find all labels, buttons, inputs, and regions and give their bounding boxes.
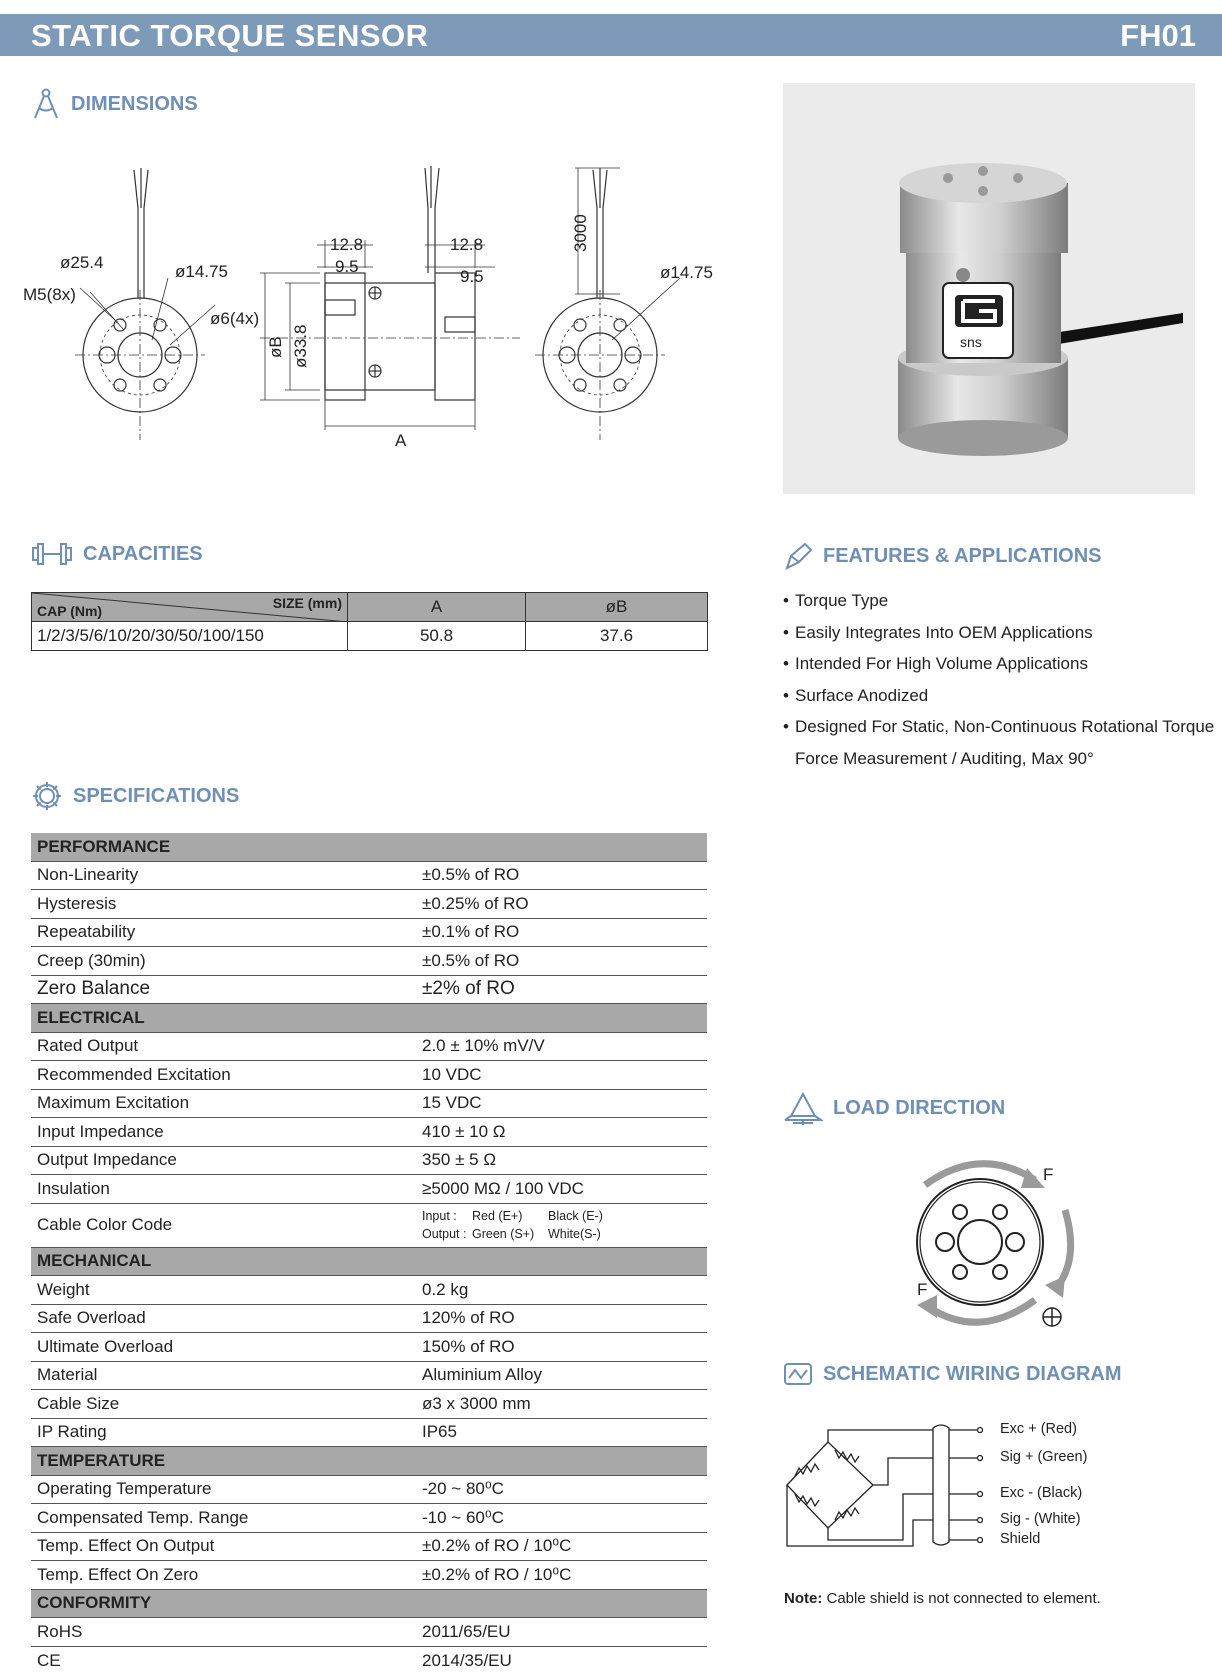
table-row: IP Rating IP65 <box>31 1419 707 1448</box>
spec-group-electrical: ELECTRICAL <box>31 1004 707 1033</box>
table-row: Material Aluminium Alloy <box>31 1362 707 1391</box>
cap-size-header <box>32 593 348 622</box>
features-heading <box>783 542 1102 570</box>
table-row: Temp. Effect On Zero ±0.2% of RO / 10⁰C <box>31 1561 707 1590</box>
col-b-header: øB <box>526 593 708 622</box>
dimensions-title: DIMENSIONS <box>71 92 198 115</box>
gear-icon <box>31 780 63 812</box>
dim-95-a: 9.5 <box>335 257 359 276</box>
list-item: • Surface Anodized <box>783 685 929 705</box>
dim-95-b: 9.5 <box>460 267 484 286</box>
col-a-header: A <box>348 593 526 622</box>
wiring-note <box>784 1590 1101 1607</box>
spec-group-conformity: CONFORMITY <box>31 1590 707 1619</box>
dim-128-b: 12.8 <box>450 235 484 254</box>
wiring-heading <box>783 1360 1122 1388</box>
features-list <box>783 585 1222 774</box>
cap-header: CAP (Nm) <box>37 603 103 619</box>
model-number: FH01 <box>1120 18 1196 53</box>
table-row: Compensated Temp. Range -10 ~ 60⁰C <box>31 1504 707 1533</box>
table-row: Operating Temperature -20 ~ 80⁰C <box>31 1476 707 1505</box>
dim-d254: ø25.4 <box>60 253 104 272</box>
table-row: Weight 0.2 kg <box>31 1276 707 1305</box>
header-bar <box>0 14 1222 56</box>
b-value: 37.6 <box>526 622 708 651</box>
dim-m5: M5(8x) <box>23 285 76 304</box>
wire-label-exc-plus: Exc + (Red) <box>1000 1421 1077 1437</box>
table-row: Zero Balance ±2% of RO <box>31 976 707 1005</box>
wire-label-sig-minus: Sig - (White) <box>1000 1511 1081 1527</box>
note-text: Cable shield is not connected to element. <box>822 1590 1101 1607</box>
size-header: SIZE (mm) <box>272 595 342 611</box>
table-row: Rated Output 2.0 ± 10% mV/V <box>31 1033 707 1062</box>
list-item: • Designed For Static, Non-Continuous Rotational Torque <box>783 717 1215 736</box>
load-direction-diagram <box>895 1150 1095 1350</box>
wiring-icon <box>783 1360 813 1388</box>
a-value: 50.8 <box>348 622 526 651</box>
spec-group-temperature: TEMPERATURE <box>31 1447 707 1476</box>
specifications-table <box>31 833 707 1675</box>
table-row: Repeatability ±0.1% of RO <box>31 919 707 948</box>
load-direction-heading <box>783 1090 1005 1126</box>
table-row: Output Impedance 350 ± 5 Ω <box>31 1147 707 1176</box>
specifications-title: SPECIFICATIONS <box>73 784 240 807</box>
dim-d1475-left: ø14.75 <box>175 262 228 281</box>
dim-d1475-right: ø14.75 <box>660 263 713 282</box>
capacities-heading <box>31 542 203 566</box>
table-row: Ultimate Overload 150% of RO <box>31 1333 707 1362</box>
table-row: Hysteresis ±0.25% of RO <box>31 890 707 919</box>
table-row-cable-color: Cable Color Code Input : Red (E+) Black (E-) Output : Green (S+) White(S-) <box>31 1204 707 1248</box>
list-item-continued: Force Measurement / Auditing, Max 90° <box>795 748 1094 768</box>
list-item: • Easily Integrates Into OEM Applications <box>783 622 1093 642</box>
pen-icon <box>783 542 813 570</box>
wire-label-exc-minus: Exc - (Black) <box>1000 1485 1083 1501</box>
table-row: Safe Overload 120% of RO <box>31 1305 707 1334</box>
load-cube-icon <box>783 1090 823 1126</box>
dimensions-heading <box>31 88 198 120</box>
table-row: Creep (30min) ±0.5% of RO <box>31 947 707 976</box>
list-item: • Intended For High Volume Applications <box>783 654 1088 673</box>
product-photo <box>783 83 1195 494</box>
table-row <box>32 622 708 651</box>
table-row: Non-Linearity ±0.5% of RO <box>31 862 707 891</box>
table-row: Cable Size ø3 x 3000 mm <box>31 1390 707 1419</box>
dim-d6: ø6(4x) <box>210 309 260 328</box>
wiring-diagram <box>783 1420 983 1550</box>
specifications-heading <box>31 780 239 812</box>
force-label-top: F <box>1043 1165 1054 1184</box>
wiring-title: SCHEMATIC WIRING DIAGRAM <box>823 1362 1122 1385</box>
page-title: STATIC TORQUE SENSOR <box>31 18 429 53</box>
spec-group-performance: PERFORMANCE <box>31 833 707 862</box>
features-title: FEATURES & APPLICATIONS <box>823 544 1102 567</box>
load-direction-title: LOAD DIRECTION <box>833 1096 1006 1119</box>
dim-phi-b: øB <box>266 336 285 358</box>
wire-label-shield: Shield <box>1000 1531 1041 1547</box>
table-row: Maximum Excitation 15 VDC <box>31 1090 707 1119</box>
cap-value: 1/2/3/5/6/10/20/30/50/100/150 <box>32 622 348 651</box>
dimension-drawing <box>20 160 740 470</box>
dumbbell-icon <box>31 542 73 566</box>
spec-group-mechanical: MECHANICAL <box>31 1248 707 1277</box>
list-item: • Torque Type <box>783 591 889 610</box>
table-row: CE 2014/35/EU <box>37 1650 512 1670</box>
dim-128-a: 12.8 <box>330 235 364 254</box>
table-row: RoHS 2011/65/EU <box>31 1618 707 1647</box>
compass-icon <box>31 88 61 120</box>
table-row: Input Impedance 410 ± 10 Ω <box>31 1118 707 1147</box>
dim-a: A <box>395 431 407 450</box>
brand-logo-text: sns <box>960 334 982 350</box>
note-label: Note: <box>784 1590 823 1607</box>
table-row: Temp. Effect On Output ±0.2% of RO / 10⁰C <box>31 1533 707 1562</box>
force-label-bottom: F <box>917 1280 928 1299</box>
table-row: Insulation ≥5000 MΩ / 100 VDC <box>31 1175 707 1204</box>
wire-label-sig-plus: Sig + (Green) <box>1000 1449 1088 1465</box>
torque-sensor-image <box>783 83 1195 494</box>
dim-d338: ø33.8 <box>291 324 310 368</box>
table-row: Recommended Excitation 10 VDC <box>31 1061 707 1090</box>
capacities-table <box>31 592 708 651</box>
dim-3000: 3000 <box>571 214 590 252</box>
plus-circle-icon <box>1043 1308 1061 1326</box>
capacities-title: CAPACITIES <box>83 542 203 565</box>
